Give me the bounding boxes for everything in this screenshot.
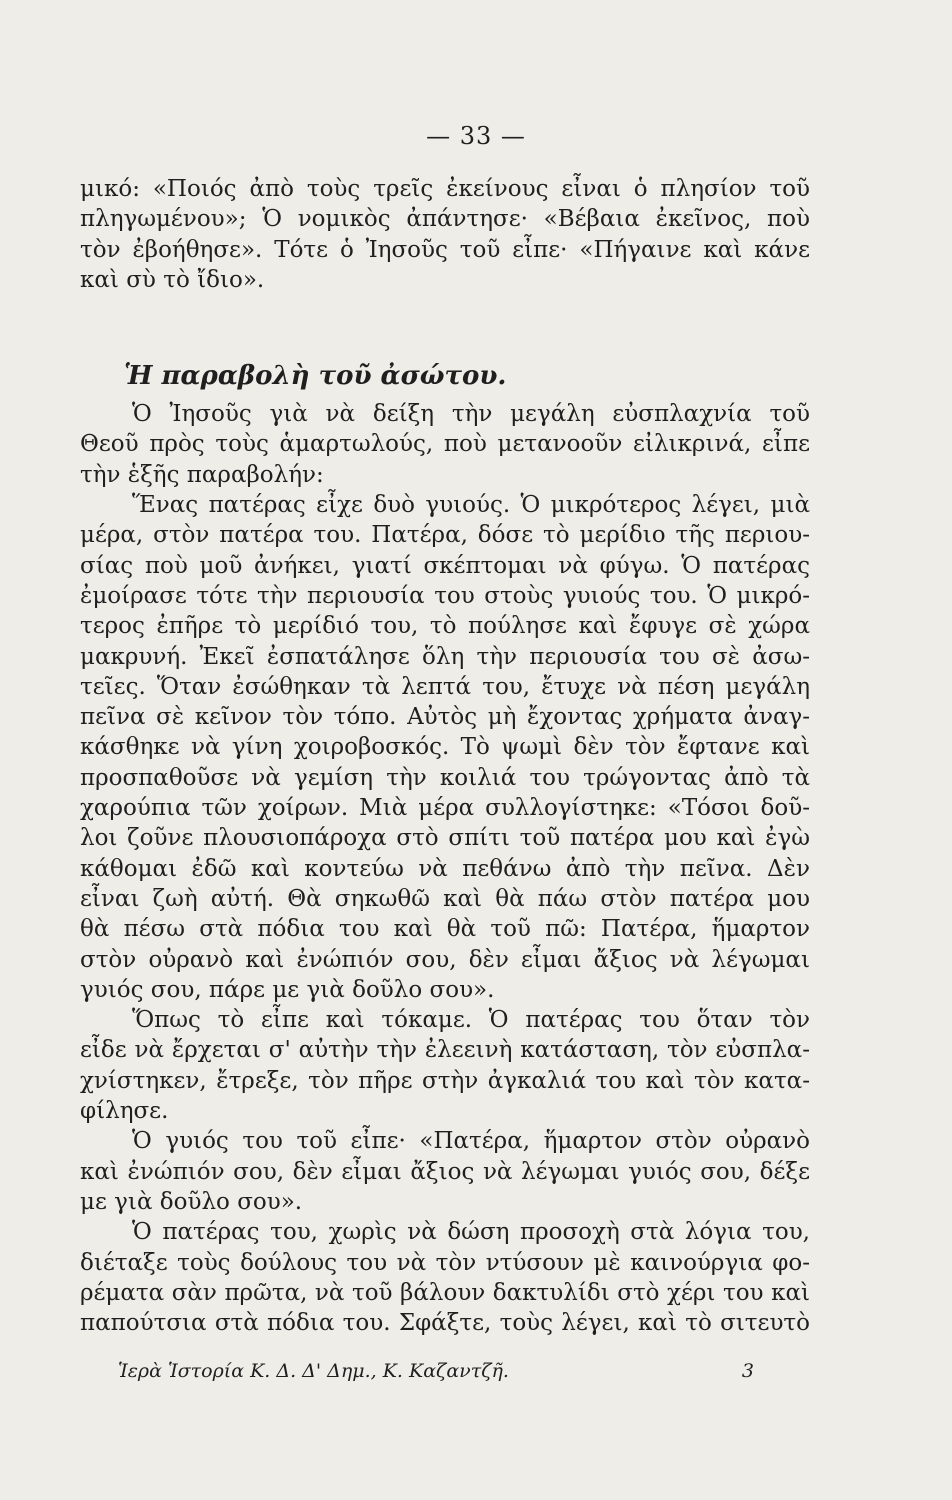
text-line: ἐμοίρασε τότε τὴν περιουσία του στοὺς γυιούς του. Ὁ μικρό-: [80, 582, 810, 609]
text-line: σίας ποὺ μοῦ ἀνήκει, γιατί σκέπτομαι νὰ φύγω. Ὁ πατέρας: [80, 552, 810, 579]
text-line: παπούτσια στὰ πόδια του. Σφάξτε, τοὺς λέγει, καὶ τὸ σιτευτὸ: [80, 1310, 810, 1337]
text-line: Ὅπως τὸ εἶπε καὶ τόκαμε. Ὁ πατέρας του ὅταν τὸν: [132, 1007, 810, 1034]
section-heading: Ἡ παραβολὴ τοῦ ἀσώτου.: [124, 361, 507, 392]
text-line: τερος ἐπῆρε τὸ μερίδιό του, τὸ πούλησε καὶ ἔφυγε σὲ χώρα: [80, 613, 810, 640]
text-line: τὸν ἐβοήθησε». Τότε ὁ Ἰησοῦς τοῦ εἶπε· «Πήγαινε καὶ κάνε: [80, 236, 810, 263]
paragraph-6: [80, 1217, 810, 1338]
text-line: Ὁ γυιός του τοῦ εἶπε· «Πατέρα, ἥμαρτον στὸν οὐρανὸ: [132, 1128, 810, 1155]
text-line: τεῖες. Ὅταν ἐσώθηκαν τὰ λεπτά του, ἔτυχε νὰ πέση μεγάλη: [80, 673, 810, 700]
text-line: κάθομαι ἐδῶ καὶ κοντεύω νὰ πεθάνω ἀπὸ τὴν πεῖνα. Δὲν: [80, 855, 810, 882]
text-line: κάσθηκε νὰ γίνη χοιροβοσκός. Τὸ ψωμὶ δὲν τὸν ἔφτανε καὶ: [80, 734, 810, 761]
text-line: χνίστηκεν, ἔτρεξε, τὸν πῆρε στὴν ἀγκαλιά του καὶ τὸν κατα-: [80, 1067, 810, 1094]
text-line: με γιὰ δοῦλο σου».: [80, 1188, 303, 1215]
paragraph-5: [80, 1126, 810, 1217]
paragraph-2: [80, 399, 810, 490]
text-line: Ἕνας πατέρας εἶχε δυὸ γυιούς. Ὁ μικρότερος λέγει, μιὰ: [132, 492, 810, 519]
text-line: τὴν ἑξῆς παραβολήν:: [80, 461, 324, 488]
text-line: Ὁ Ἰησοῦς γιὰ νὰ δείξη τὴν μεγάλη εὐσπλαχνία τοῦ: [132, 401, 810, 428]
text-line: Ὁ πατέρας του, χωρὶς νὰ δώση προσοχὴ στὰ λόγια του,: [132, 1219, 810, 1246]
text-line: ρέματα σὰν πρῶτα, νὰ τοῦ βάλουν δακτυλίδι στὸ χέρι του καὶ: [80, 1279, 810, 1306]
text-line: μακρυνή. Ἐκεῖ ἐσπατάλησε ὅλη τὴν περιουσία του σὲ ἀσω-: [80, 643, 810, 670]
text-line: προσπαθοῦσε νὰ γεμίση τὴν κοιλιά του τρώγοντας ἀπὸ τὰ: [80, 764, 810, 791]
text-line: πεῖνα σὲ κεῖνον τὸν τόπο. Αὐτὸς μὴ ἔχοντας χρήματα ἀναγ-: [80, 704, 810, 731]
text-line: λοι ζοῦνε πλουσιοπάροχα στὸ σπίτι τοῦ πατέρα μου καὶ ἐγὼ: [80, 825, 810, 852]
text-line: Θεοῦ πρὸς τοὺς ἁμαρτωλούς, ποὺ μετανοοῦν εἰλικρινά, εἶπε: [80, 431, 810, 458]
text-line: χαρούπια τῶν χοίρων. Μιὰ μέρα συλλογίστηκε: «Τόσοι δοῦ-: [80, 795, 810, 822]
body-text: [80, 174, 810, 1338]
paragraph-4: [80, 1005, 810, 1126]
text-line: εἶναι ζωὴ αὐτή. Θὰ σηκωθῶ καὶ θὰ πάω στὸν πατέρα μου: [80, 885, 810, 912]
paragraph-1: [80, 174, 810, 295]
text-line: θὰ πέσω στὰ πόδια του καὶ θὰ τοῦ πῶ: Πατέρα, ἥμαρτον: [80, 916, 810, 943]
text-line: στὸν οὐρανὸ καὶ ἐνώπιόν σου, δὲν εἶμαι ἄξιος νὰ λέγωμαι: [80, 946, 810, 973]
text-line: καὶ σὺ τὸ ἴδιο».: [80, 266, 265, 293]
paragraph-3: [80, 490, 810, 1005]
text-line: διέταξε τοὺς δούλους του νὰ τὸν ντύσουν μὲ καινούργια φο-: [80, 1249, 810, 1276]
text-line: γυιός σου, πάρε με γιὰ δοῦλο σου».: [80, 976, 495, 1003]
text-line: εἶδε νὰ ἔρχεται σ' αὐτὴν τὴν ἐλεεινὴ κατάσταση, τὸν εὐσπλα-: [80, 1037, 810, 1064]
page-number: — 33 —: [426, 122, 526, 150]
signature-mark: 3: [741, 1360, 754, 1382]
text-line: μέρα, στὸν πατέρα του. Πατέρα, δόσε τὸ μερίδιο τῆς περιου-: [80, 522, 810, 549]
text-line: φίλησε.: [80, 1098, 169, 1125]
text-line: καὶ ἐνώπιόν σου, δὲν εἶμαι ἄξιος νὰ λέγωμαι γυιός σου, δέξε: [80, 1158, 810, 1185]
footer-source: Ἱερὰ Ἱστορία Κ. Δ. Δ' Δημ., Κ. Καζαντζῆ.: [118, 1360, 509, 1382]
text-line: πληγωμένου»; Ὁ νομικὸς ἀπάντησε· «Βέβαια ἐκεῖνος, ποὺ: [80, 206, 810, 233]
page-footer: [118, 1360, 754, 1382]
text-line: μικό: «Ποιός ἀπὸ τοὺς τρεῖς ἐκείνους εἶναι ὁ πλησίον τοῦ: [80, 176, 810, 202]
